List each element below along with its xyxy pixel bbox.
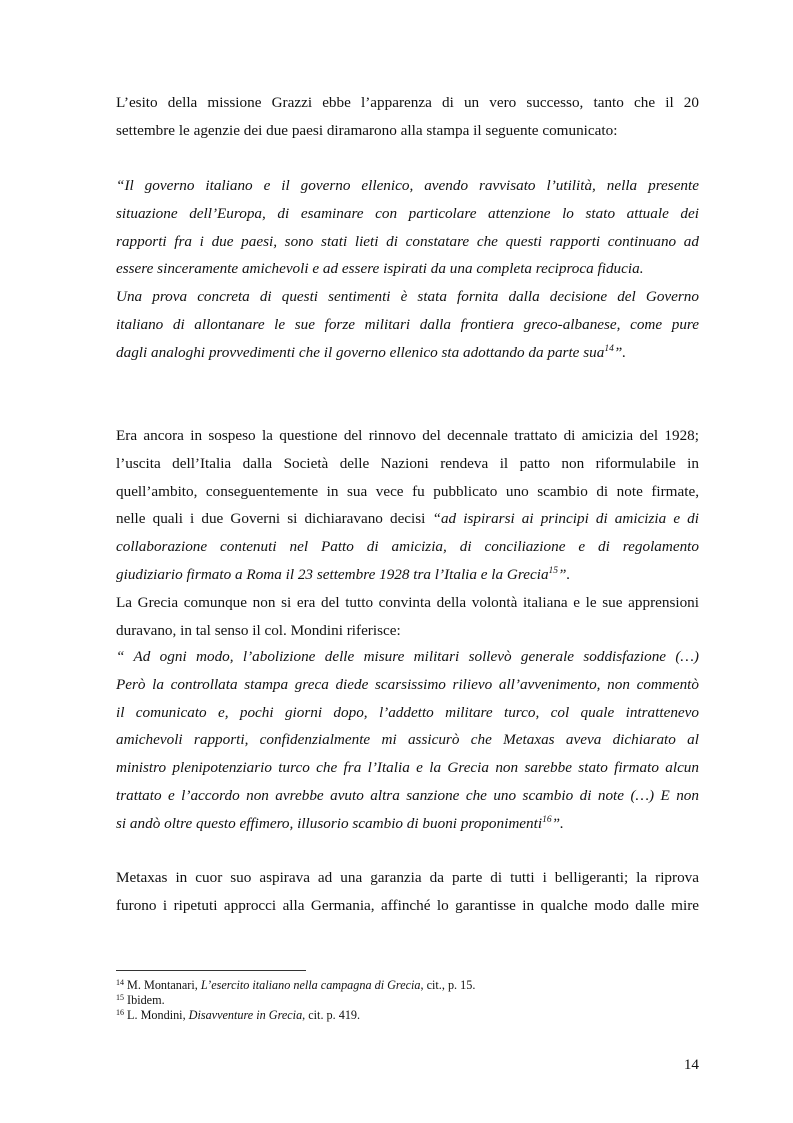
text-segment: nelle quali i due Governi si dichiaravano decisi [116, 510, 433, 528]
text-segment: si andò oltre questo effimero, illusorio scambio di buoni proponimenti [116, 814, 543, 832]
text-line: quell’ambito, conseguentemente in sua vece fu pubblicato uno scambio di note firmate, [116, 482, 699, 500]
text-line: Era ancora in sospeso la questione del rinnovo del decennale trattato di amicizia del 1928; [116, 427, 699, 444]
footnote-ref: 16 [542, 814, 552, 825]
quote-1 [116, 172, 699, 367]
text-line: trattato e l’accordo non avrebbe avuto altra sanzione che uno scambio di note (…) E non [116, 786, 699, 804]
footnote-text: , cit., p. 15. [420, 978, 476, 992]
text-line: essere sinceramente amichevoli e ad essere ispirati da una completa reciproca fiducia. [116, 260, 644, 278]
text-line [116, 561, 699, 589]
footnote-ref: 15 [548, 565, 559, 576]
paragraph-3 [116, 864, 699, 920]
text-line: amichevoli rapporti, confidenzialmente mi assicurò che Metaxas aveva dichiarato al [116, 731, 699, 749]
text-line: L’esito della missione Grazzi ebbe l’apparenza di un vero successo, tanto che il 20 [116, 94, 699, 111]
text-line: italiano di allontanare le sue forze militari dalla frontiera greco-albanese, come pure [116, 315, 699, 333]
quoted-phrase: “ad ispirarsi ai principi di amicizia e di [432, 510, 699, 528]
text-line [116, 505, 699, 533]
paragraph-1 [116, 89, 699, 145]
text-line: collaborazione contenuti nel Patto di amicizia, di conciliazione e di regolamento [116, 538, 699, 556]
text-line: l’uscita dell’Italia dalla Società delle Nazioni rendeva il patto non riformulabile in [116, 454, 699, 472]
footnotes [116, 978, 699, 1024]
footnote-title: Disavventure in Grecia [188, 1008, 303, 1023]
text-line: Però la controllata stampa greca diede scarsissimo rilievo all’avvenimento, non commentò [116, 675, 699, 693]
text-line: furono i ripetuti approcci alla Germania, affinché lo garantisse in qualche modo dalle mire [116, 896, 699, 914]
text-segment: ”. [613, 343, 627, 361]
text-segment: dagli analoghi provvedimenti che il governo ellenico sta adottando da parte sua [116, 343, 605, 361]
text-line: Metaxas in cuor suo aspirava ad una garanzia da parte di tutti i belligeranti; la riprova [116, 869, 699, 886]
footnote-number: 16 [116, 1008, 124, 1018]
text-line [116, 339, 699, 367]
text-line: “Il governo italiano e il governo ellenico, avendo ravvisato l’utilità, nella presente [116, 177, 699, 194]
text-line: il comunicato e, pochi giorni dopo, l’addetto militare turco, col quale intrattenevo [116, 703, 699, 721]
text-segment: ”. [558, 565, 571, 583]
text-line: ministro plenipotenziario turco che fra l’Italia e la Grecia non sarebbe stato firmato alcun [116, 759, 699, 777]
footnote-ref: 14 [604, 343, 614, 354]
text-segment: giudiziario firmato a Roma il 23 settembre 1928 tra l’Italia e la Grecia [116, 565, 549, 583]
text-line: rapporti fra i due paesi, sono stati lieti di constatare che questi rapporti continuano ad [116, 232, 699, 250]
footnote-14 [116, 978, 699, 993]
footnote-text: L. Mondini, [124, 1008, 189, 1023]
text-segment: ”. [551, 814, 564, 832]
footnote-number: 14 [116, 978, 124, 987]
text-line [116, 810, 699, 838]
footnote-text: , cit. p. 419. [302, 1008, 361, 1023]
footnote-15 [116, 993, 699, 1008]
text-line: La Grecia comunque non si era del tutto convinta della volontà italiana e le sue apprensioni [116, 593, 699, 611]
text-line: “ Ad ogni modo, l’abolizione delle misure militari sollevò generale soddisfazione (…) [116, 648, 699, 665]
text-line: situazione dell’Europa, di esaminare con particolare attenzione lo stato attuale dei [116, 204, 699, 222]
paragraph-2 [116, 422, 699, 644]
footnote-number: 15 [116, 993, 124, 1003]
footnote-title: L’esercito italiano nella campagna di Grecia [200, 978, 421, 992]
page-number: 14 [683, 1056, 699, 1073]
text-line: duravano, in tal senso il col. Mondini riferisce: [116, 621, 401, 639]
footnote-divider [116, 970, 306, 971]
text-line: settembre le agenzie dei due paesi diramarono alla stampa il seguente comunicato: [116, 121, 618, 139]
footnote-text: M. Montanari, [124, 978, 201, 992]
footnote-16 [116, 1008, 699, 1023]
text-line: Una prova concreta di questi sentimenti è stata fornita dalla decisione del Governo [116, 288, 699, 306]
quote-2 [116, 643, 699, 838]
footnote-text: Ibidem. [124, 993, 165, 1008]
